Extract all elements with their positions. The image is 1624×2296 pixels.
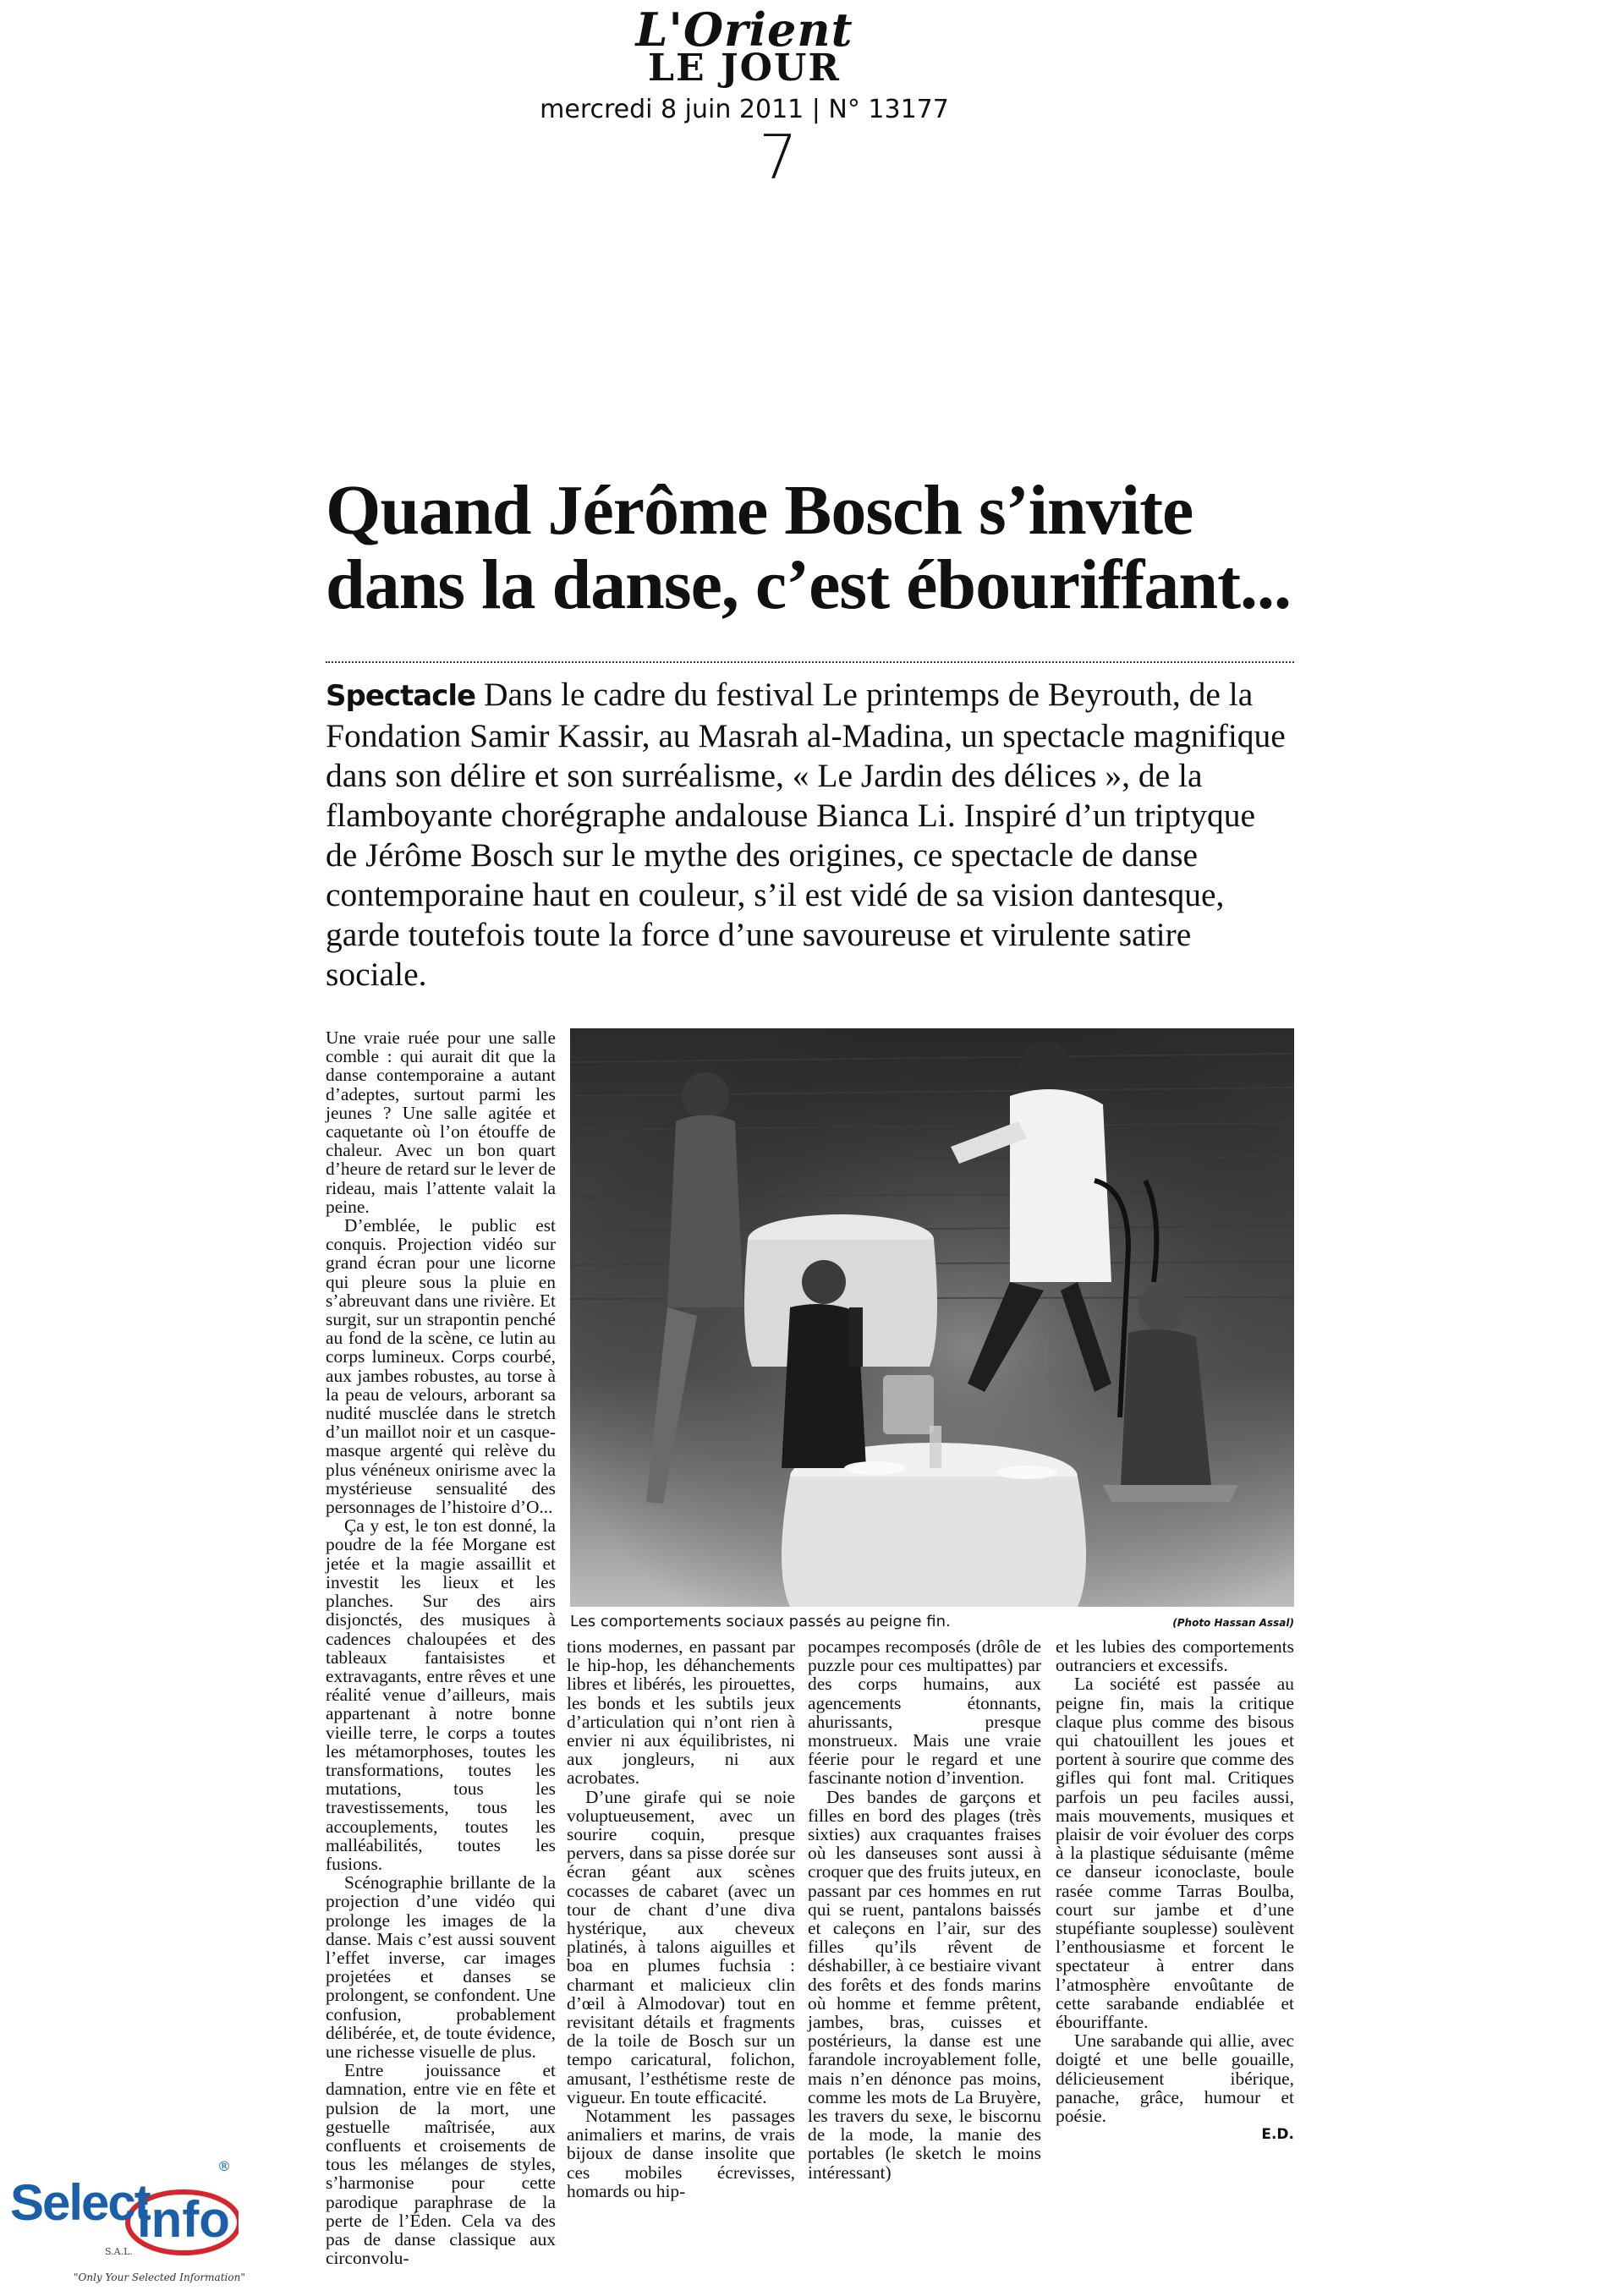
paragraph: Scénographie brillante de la projection d’une vidéo qui prolonge les images de la danse. Mais c’est aussi souvent l’effet inverse, car images projetées et danses se prolongent, se confondent. Une confusion, probablement délibérée, et, de toute évidence, une richesse visuelle de plus.	[326, 1872, 556, 2062]
author-signature: E.D.	[1261, 2126, 1294, 2144]
paragraph: Entre jouissance et damnation, entre vie en fête et pulsion de la mort, une gestuelle maîtrisée, aux confluents et croisements de tous les mélanges de styles, s’harmonise pour cette parodique paraphrase de la perte de l’Éden. Cela va des pas de danse classique aux circonvolu-	[326, 2060, 556, 2269]
photo-credit: (Photo Hassan Assal)	[1172, 1617, 1294, 1629]
paragraph: La société est passée au peigne fin, mais la critique claque plus comme des bisous qui chatouillent les joues et portent à sourire que comme des gifles qui font mal. Critiques parfois un peu faciles aussi, mais mouvements, musiques et plaisir de voir évoluer des corps à la plastique séduisante (même ce danseur iconoclaste, boule rasée comme Tarras Boulba, court sur jambe et d’une stupéfiante souplesse) soulèvent l’enthousiasme et forcent le spectateur à entrer dans l’atmosphère envoûtante de cette sarabande endiablée et ébouriffante.	[1056, 1674, 1294, 2033]
article-photo	[570, 1028, 1294, 1607]
article-standfirst	[326, 675, 1294, 995]
masthead-logo-bottom: LE JOUR	[648, 47, 841, 90]
masthead-logo-top: L'Orient	[635, 3, 853, 57]
issue-date: mercredi 8 juin 2011 | N° 13177	[540, 95, 949, 124]
standfirst-text: Dans le cadre du festival Le printemps de Beyrouth, de la Fondation Samir Kassir, au Masrah al-Madina, un spectacle magnifique dans son délire et son surréalisme, « Le Jardin des délices », de la flamboyante chorégraphe andalouse Bianca Li. Inspiré d’un triptyque de Jérôme Bosch sur le mythe des origines, ce spectacle de danse contemporaine haut en couleur, s’il est vidé de sa vision dantesque, garde toutefois toute la force d’une savoureuse et virulente satire sociale.	[326, 676, 1286, 993]
paragraph: D’une girafe qui se noie voluptueusement, avec un sourire coquin, presque pervers, dans sa pisse dorée sur écran géant aux scènes cocasses de cabaret (avec un tour de chant d’une diva hystérique, aux cheveux platinés, à talons aiguilles et boa en plumes fuchsia : charmant et malicieux clin d’œil à Almodovar) tout en revisitant détails et fragments de la toile de Bosch sur un tempo caricatural, folichon, amusant, l’esthétisme reste de vigueur. En toute efficacité.	[567, 1786, 795, 2107]
headline-line-1: Quand Jérôme Bosch s’invite	[326, 471, 1193, 550]
paragraph: tions modernes, en passant par le hip-hop, les déhanchements libres et libérés, les pirouettes, les bonds et les subtils jeux d’articulation qui n’ont rien à envier ni aux équilibristes, ni aux jongleurs, ni aux acrobates.	[567, 1636, 795, 1789]
paragraph: Une sarabande qui allie, avec doigté et une belle gouaille, délicieusement ibérique, panache, grâce, humour et poésie.	[1056, 2030, 1294, 2127]
paragraph: Ça y est, le ton est donné, la poudre de la fée Morgane est jetée et la magie assaillit et investit les lieux et les planches. Sur des airs disjonctés, des musiques à cadences chaloupées et des tableaux fantaisistes et extravagants, entre rêves et une réalité venue d’ailleurs, mais appartenant à notre bonne vieille terre, le corps a toutes les métamorphoses, toutes les transformations, toutes les mutations, tous les travestissements, tous les accouplements, toutes les malléabilités, toutes les fusions.	[326, 1515, 556, 1874]
registered-mark: ®	[217, 2158, 231, 2174]
logo-tagline: "Only Your Selected Information"	[74, 2271, 245, 2283]
paragraph: pocampes recomposés (drôle de puzzle pour ces multipattes) par des corps humains, aux agencements étonnants, ahurissants, presque monstrueux. Mais une vraie féerie pour le regard et une fascinante notion d’invention.	[808, 1636, 1041, 1789]
paragraph: Notamment les passages animaliers et marins, de vrais bijoux de danse insolite que ces mobiles écrevisses, homards ou hip-	[567, 2106, 795, 2201]
page-number: 7	[759, 122, 798, 193]
select-info-logo	[10, 2148, 245, 2283]
logo-select-word: Select	[10, 2174, 150, 2231]
article-column-2	[567, 1637, 795, 2200]
dancers-at-table-photo	[570, 1028, 1294, 1607]
logo-info-word: info	[137, 2191, 230, 2248]
logo-sal: S.A.L.	[105, 2246, 133, 2257]
headline-line-2: dans la danse, c’est ébouriffant...	[326, 545, 1292, 624]
newspaper-masthead	[508, 3, 981, 90]
article-column-3	[808, 1637, 1041, 2182]
article-headline	[326, 471, 1298, 624]
dotted-divider	[326, 661, 1294, 663]
caption-text: Les comportements sociaux passés au peigne fin.	[570, 1613, 951, 1630]
article-column-1	[326, 1028, 556, 2267]
paragraph: et les lubies des comportements outranciers et excessifs.	[1056, 1636, 1294, 1676]
paragraph: Une vraie ruée pour une salle comble : qui aurait dit que la danse contemporaine a autant d’adeptes, surtout parmi les jeunes ? Une salle agitée et caquetante où l’on étouffe de chaleur. Avec un bon quart d’heure de retard sur le lever de rideau, mais l’attente valait la peine.	[326, 1027, 556, 1217]
paragraph: Des bandes de garçons et filles en bord des plages (très sixties) aux craquantes fraises où les danseuses sont aussi à croquer que des fruits juteux, en passant par ces hommes en rut qui se ruent, pantalons baissés et caleçons en l’air, sur des filles qu’ils rêvent de déshabiller, à ce bestiaire vivant des forêts et des fonds marins où homme et femme prêtent, jambes, bras, cuisses et postérieurs, la danse est une farandole incroyablement folle, mais n’en dénonce pas moins, comme les mots de La Bruyère, les travers du sexe, le biscornu de la mode, la manie des portables (le sketch le moins intéressant)	[808, 1786, 1041, 2183]
article-column-4	[1056, 1637, 1294, 2144]
section-kicker: Spectacle	[326, 679, 476, 713]
photo-caption	[570, 1613, 1294, 1630]
paragraph: D’emblée, le public est conquis. Projection vidéo sur grand écran pour une licorne qui pleure sous la pluie en s’abreuvant dans une rivière. Et surgit, sur un strapontin penché au fond de la scène, ce lutin au corps lumineux. Corps courbé, aux jambes robustes, au torse à la peau de velours, arborant sa nudité musclée dans le stretch d’un maillot noir et un casque-masque argenté qui relève du plus vénéneux onirisme avec la mystérieuse sensualité des personnages de l’histoire d’O...	[326, 1215, 556, 1518]
